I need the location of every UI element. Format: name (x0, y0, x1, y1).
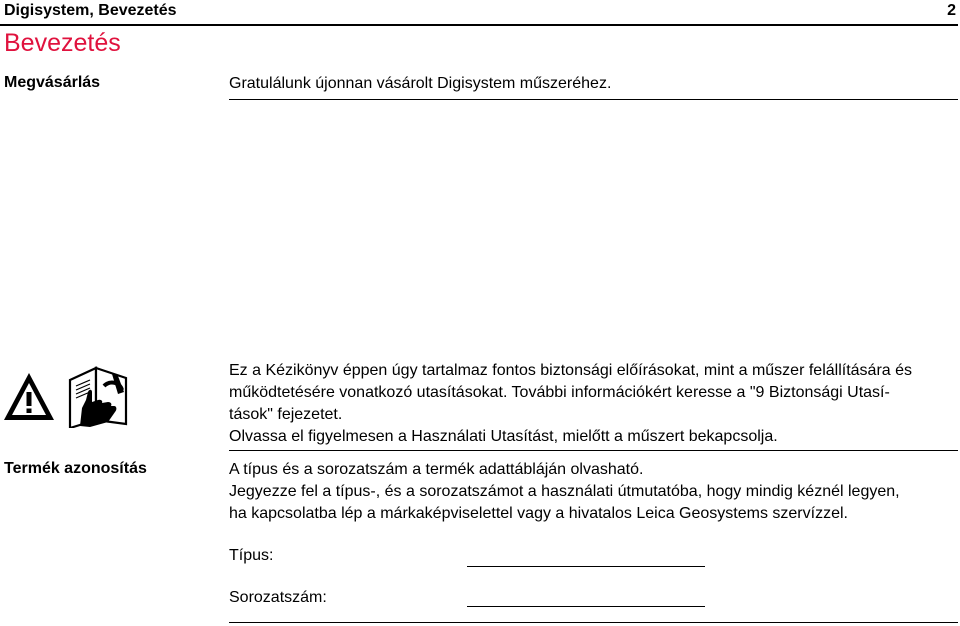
safety-line: Olvassa el figyelmesen a Használati Utasítást, mielőtt a műszert bekapcsolja. (229, 428, 778, 445)
purchase-label: Megvásárlás (4, 74, 101, 91)
serial-label: Sorozatszám: (229, 589, 327, 606)
purchase-rule (229, 99, 958, 100)
page-header (4, 2, 960, 22)
type-field-line[interactable] (467, 566, 705, 567)
section-title: Bevezetés (4, 29, 121, 57)
serial-field-line[interactable] (467, 606, 705, 607)
page-number: 2 (947, 2, 956, 19)
product-id-text-block (229, 459, 900, 525)
safety-text-block (229, 360, 912, 448)
safety-line: Ez a Kézikönyv éppen úgy tartalmaz fontos biztonsági előírásokat, mint a műszer felállítására és (229, 362, 913, 379)
header-rule (0, 24, 958, 26)
purchase-text: Gratulálunk újonnan vásárolt Digisystem műszeréhez. (229, 75, 612, 92)
product-id-label: Termék azonosítás (4, 460, 147, 477)
safety-rule (229, 450, 958, 451)
product-id-line: ha kapcsolatba lép a márkaképviselettel vagy a hivatalos Leica Geosystems szervízzel. (229, 505, 848, 522)
product-id-line: Jegyezze fel a típus-, és a sorozatszámot a használati útmutatóba, hogy mindig kéznél legyen, (229, 483, 900, 500)
bottom-rule (229, 622, 958, 623)
safety-line: működtetésére vonatkozó utasításokat. További információkért keresse a "9 Biztonsági Utasí- (229, 384, 890, 401)
type-label: Típus: (229, 547, 274, 564)
product-id-line: A típus és a sorozatszám a termék adattábláján olvasható. (229, 461, 644, 478)
warning-triangle-icon (2, 370, 56, 424)
safety-line: tások" fejezetet. (229, 406, 343, 423)
header-title: Digisystem, Bevezetés (4, 2, 177, 19)
read-manual-icon (68, 364, 130, 428)
